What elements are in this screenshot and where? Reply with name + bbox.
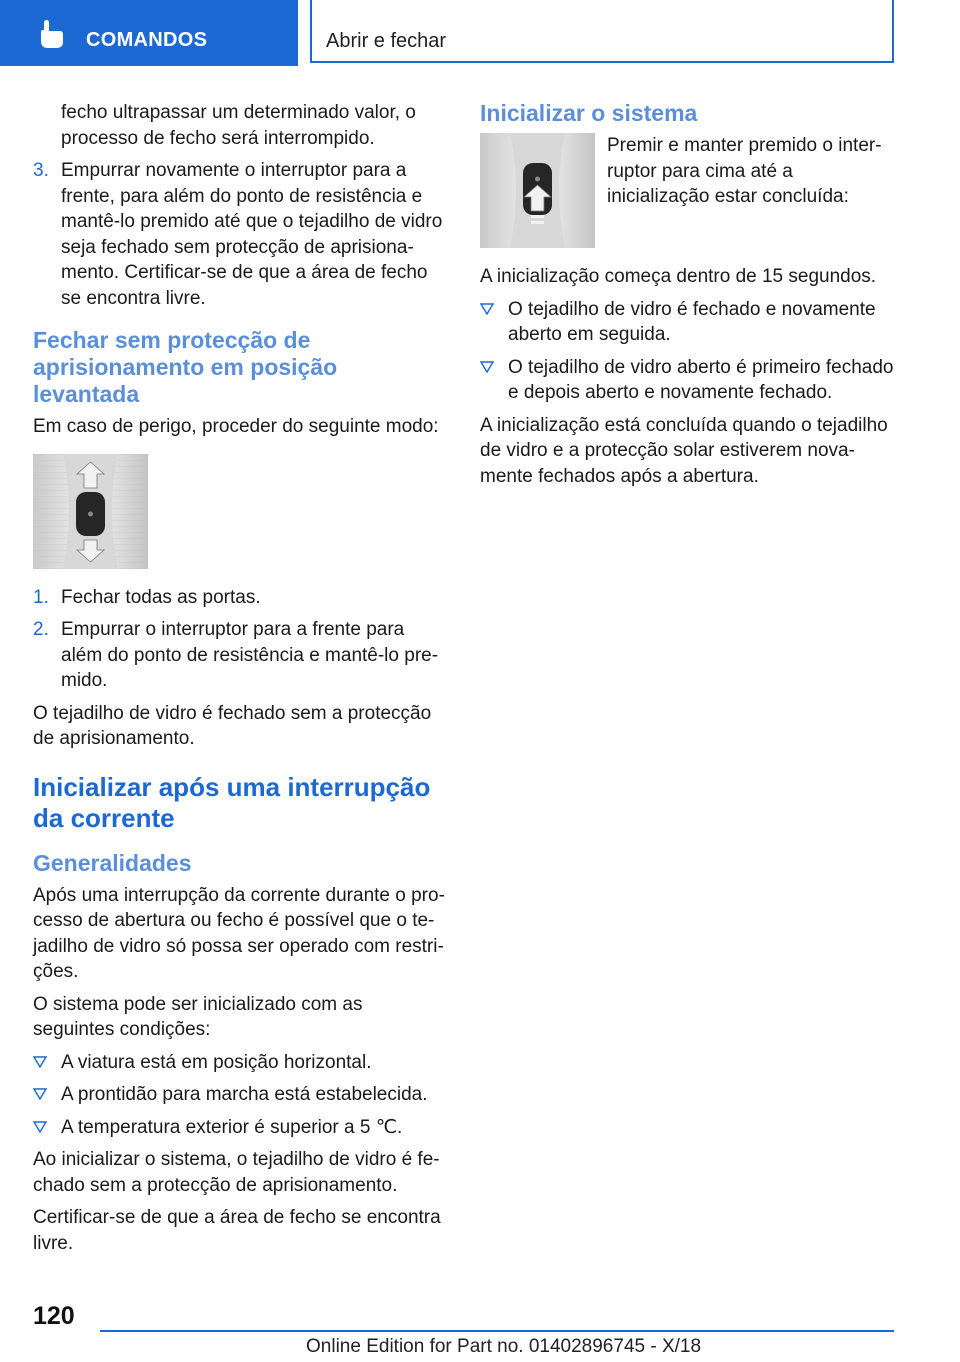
step-1 xyxy=(33,585,449,611)
page-title-box xyxy=(310,0,894,63)
heading-inicializar-apos: Inicializar após uma interrupção da corrente xyxy=(33,771,431,833)
step-number: 3. xyxy=(33,160,49,181)
init-text: Premir e manter premido o interruptor para cima até a inicialização estar concluída: xyxy=(607,135,882,207)
triangle-bullet-icon xyxy=(33,1121,47,1133)
paragraph-sistema: O sistema pode ser inicializado com as seguintes condições: xyxy=(33,993,363,1040)
page-title: Abrir e fechar xyxy=(326,30,447,52)
bullet-item xyxy=(480,355,900,406)
bullet-item xyxy=(33,1050,449,1076)
paragraph-ao-inicializar: Ao inicializar o sistema, o tejadilho de vidro é fechado sem a protecção de aprisionamento. xyxy=(33,1149,440,1196)
step-text: Fechar todas as portas. xyxy=(61,586,261,608)
section-label: COMANDOS xyxy=(86,29,208,51)
roof-switch-image xyxy=(33,454,148,569)
paragraph-concluida: A inicialização está concluída quando o tejadilho de vidro e a protecção solar estiverem novamente fechados após a abertura. xyxy=(480,414,888,487)
step-3 xyxy=(33,158,449,311)
bullet-text: O tejadilho de vidro é fechado e novamente aberto em seguida. xyxy=(508,298,876,345)
heading-inicializar-sistema: Inicializar o sistema xyxy=(480,100,698,126)
right-column xyxy=(480,100,900,496)
edition-text: Online Edition for Part no. 01402896745 - X/18 xyxy=(306,1336,702,1357)
bullet-item xyxy=(33,1082,449,1108)
left-column xyxy=(33,100,449,1263)
step-text: Empurrar novamente o interruptor para a frente, para além do ponto de resistência e mantê-lo premido até que o tejadilho de vidro seja fechado sem protecção de aprisionamento. Certificar-se de que a área de fecho se encontra livre. xyxy=(61,160,443,309)
section-tab[interactable] xyxy=(0,0,298,66)
continued-text: fecho ultrapassar um determinado valor, o processo de fecho será interrompido. xyxy=(61,102,416,149)
bullet-text: A prontidão para marcha está estabelecida. xyxy=(61,1084,428,1105)
init-instruction xyxy=(480,133,900,248)
triangle-bullet-icon xyxy=(33,1088,47,1100)
step-number: 1. xyxy=(33,586,49,608)
step-2 xyxy=(33,617,449,694)
switch-photo-down xyxy=(33,454,449,569)
bullet-text: O tejadilho de vidro aberto é primeiro fechado e depois aberto e novamente fechado. xyxy=(508,356,894,403)
paragraph-certificar: Certificar-se de que a área de fecho se encontra livre. xyxy=(33,1207,441,1254)
bullet-text: A temperatura exterior é superior a 5 ℃. xyxy=(61,1116,403,1138)
paragraph-fechado: O tejadilho de vidro é fechado sem a protecção de aprisionamento. xyxy=(33,702,432,749)
triangle-bullet-icon xyxy=(480,303,494,315)
heading-fechar-sem-proteccao: Fechar sem protecção de aprisionamento em posição levantada xyxy=(33,327,338,407)
triangle-bullet-icon xyxy=(33,1056,47,1068)
pointing-hand-icon xyxy=(36,18,66,50)
step-text: Empurrar o interruptor para a frente para além do ponto de resistência e mantê-lo premido. xyxy=(61,619,439,691)
step-number: 2. xyxy=(33,619,49,640)
paragraph-perigo: Em caso de perigo, proceder do seguinte modo: xyxy=(33,416,439,437)
bullet-item xyxy=(33,1115,449,1141)
roof-switch-up-image xyxy=(480,133,595,248)
paragraph-apos: Após uma interrupção da corrente durante o processo de abertura ou fecho é possível que o tejadilho de vidro só possa ser operado com restrições. xyxy=(33,884,445,982)
page-number: 120 xyxy=(33,1302,75,1330)
heading-generalidades: Generalidades xyxy=(33,849,192,876)
bullet-text: A viatura está em posição horizontal. xyxy=(61,1051,372,1073)
bullet-item xyxy=(480,297,900,348)
footer-divider xyxy=(100,1330,894,1332)
triangle-bullet-icon xyxy=(480,361,494,373)
paragraph-comeca: A inicialização começa dentro de 15 segundos. xyxy=(480,266,877,287)
